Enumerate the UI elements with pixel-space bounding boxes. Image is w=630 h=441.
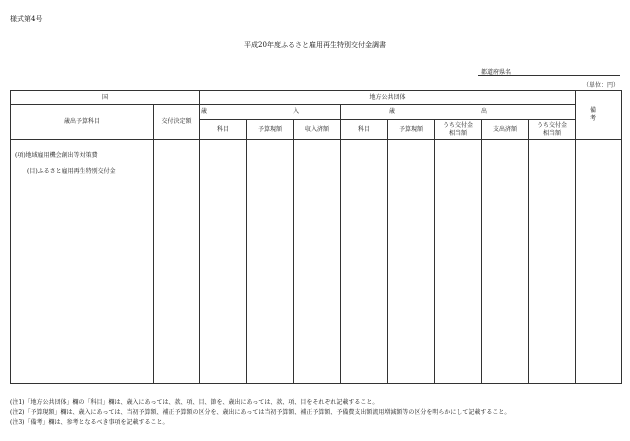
grant-decision-header: 交付決定額 (154, 105, 200, 140)
unit-label: （単位：円） (583, 82, 620, 89)
revenue-budget-header: 予算現額 (247, 120, 294, 140)
expenditure-grant-share-cell[interactable] (435, 140, 482, 384)
expenditure-header: 歳 出 (341, 105, 576, 120)
revenue-subject-header: 科目 (200, 120, 247, 140)
paid-grant-share-cell[interactable] (529, 140, 576, 384)
prefecture-label: 都道府県名 (481, 69, 512, 76)
expenditure-grant-share-header: うち交付金 相当額 (435, 120, 482, 140)
expenditure-paid-header: 支出済額 (482, 120, 529, 140)
note-3: (注3)「備考」欄は、参考となるべき事項を記載すること。 (10, 419, 169, 426)
expenditure-subject-cell[interactable] (341, 140, 388, 384)
prefecture-name-field[interactable] (478, 75, 620, 76)
budget-subject-cell[interactable] (11, 140, 154, 384)
expenditure-paid-cell[interactable] (482, 140, 529, 384)
note-2: (注2)「予算現額」欄は、歳入にあっては、当初予算額、補正予算額の区分を、歳出にあっては当初予算額、補正予算額、予備費支出額流用増減額等の区分を明らかにして記載すること。 (10, 409, 511, 416)
remarks-cell[interactable] (576, 140, 622, 384)
budget-item-grant: (目)ふるさと雇用再生特別交付金 (27, 167, 116, 175)
budget-item-project: (項)地域雇用機会創出等対策費 (15, 152, 98, 159)
revenue-subject-cell[interactable] (200, 140, 247, 384)
revenue-received-cell[interactable] (294, 140, 341, 384)
note-1: (注1)「地方公共団体」欄の「科目」欄は、歳入にあっては、款、項、目、節を、歳出にあっては、款、項、目をそれぞれ記載すること。 (10, 399, 379, 406)
local-government-header: 地方公共団体 (200, 91, 576, 105)
footnotes (10, 398, 510, 428)
grant-decision-cell[interactable] (154, 140, 200, 384)
national-header: 国 (11, 91, 200, 105)
expenditure-subject-header: 科目 (341, 120, 388, 140)
expenditure-budget-header: 予算現額 (388, 120, 435, 140)
budget-subject-header: 歳出予算科目 (11, 105, 154, 140)
revenue-header: 歳 入 (200, 105, 341, 120)
document-title: 平成20年度ふるさと雇用再生特別交付金調書 (244, 41, 386, 49)
paid-grant-share-header: うち交付金 相当額 (529, 120, 576, 140)
revenue-budget-cell[interactable] (247, 140, 294, 384)
revenue-received-header: 収入済額 (294, 120, 341, 140)
form-number-label: 様式第4号 (10, 15, 43, 23)
expenditure-budget-cell[interactable] (388, 140, 435, 384)
grant-report-table (10, 90, 625, 384)
remarks-header: 備 考 (576, 91, 622, 140)
